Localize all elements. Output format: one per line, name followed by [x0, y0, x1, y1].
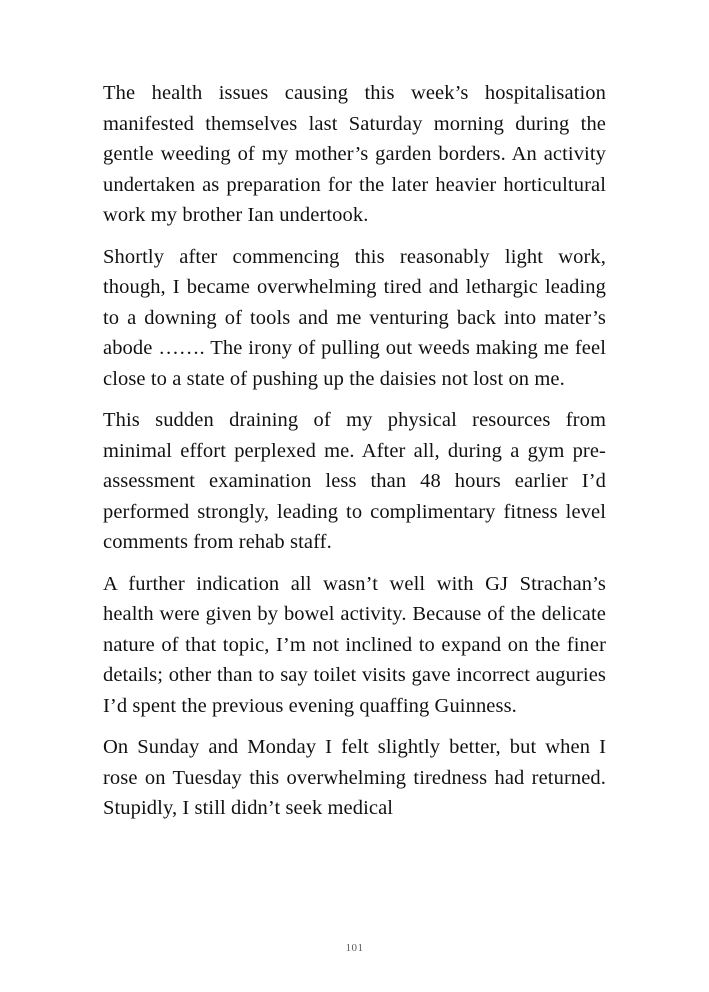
paragraph: This sudden draining of my physical resources from minimal effort perplexed me. After all, during a gym pre-assessment examination less than 48 hours earlier I’d performed strongly, leading to complimentary fitness level comments from rehab staff. [103, 409, 606, 553]
paragraph: The health issues causing this week’s hospitalisation manifested themselves last Saturday morning during the gentle weeding of my mother’s garden borders. An activity undertaken as preparation for the later heavier horticultural work my brother Ian undertook. [103, 82, 606, 226]
paragraph: A further indication all wasn’t well with GJ Strachan’s health were given by bowel activity. Because of the delicate nature of that topic, I’m not inclined to expand on the finer details; other than to say toilet visits gave incorrect auguries I’d spent the previous evening quaffing Guinness. [103, 572, 606, 717]
body-text-column [103, 78, 606, 824]
paragraph: Shortly after commencing this reasonably light work, though, I became overwhelming tired and lethargic leading to a downing of tools and me venturing back into mater’s abode ……. The irony of pulling out weeds making me feel close to a state of pushing up the daisies not lost on me. [103, 245, 606, 390]
paragraph: On Sunday and Monday I felt slightly better, but when I rose on Tuesday this overwhelming tiredness had returned. Stupidly, I still didn’t seek medical [103, 736, 606, 819]
page-number: 101 [345, 942, 364, 954]
